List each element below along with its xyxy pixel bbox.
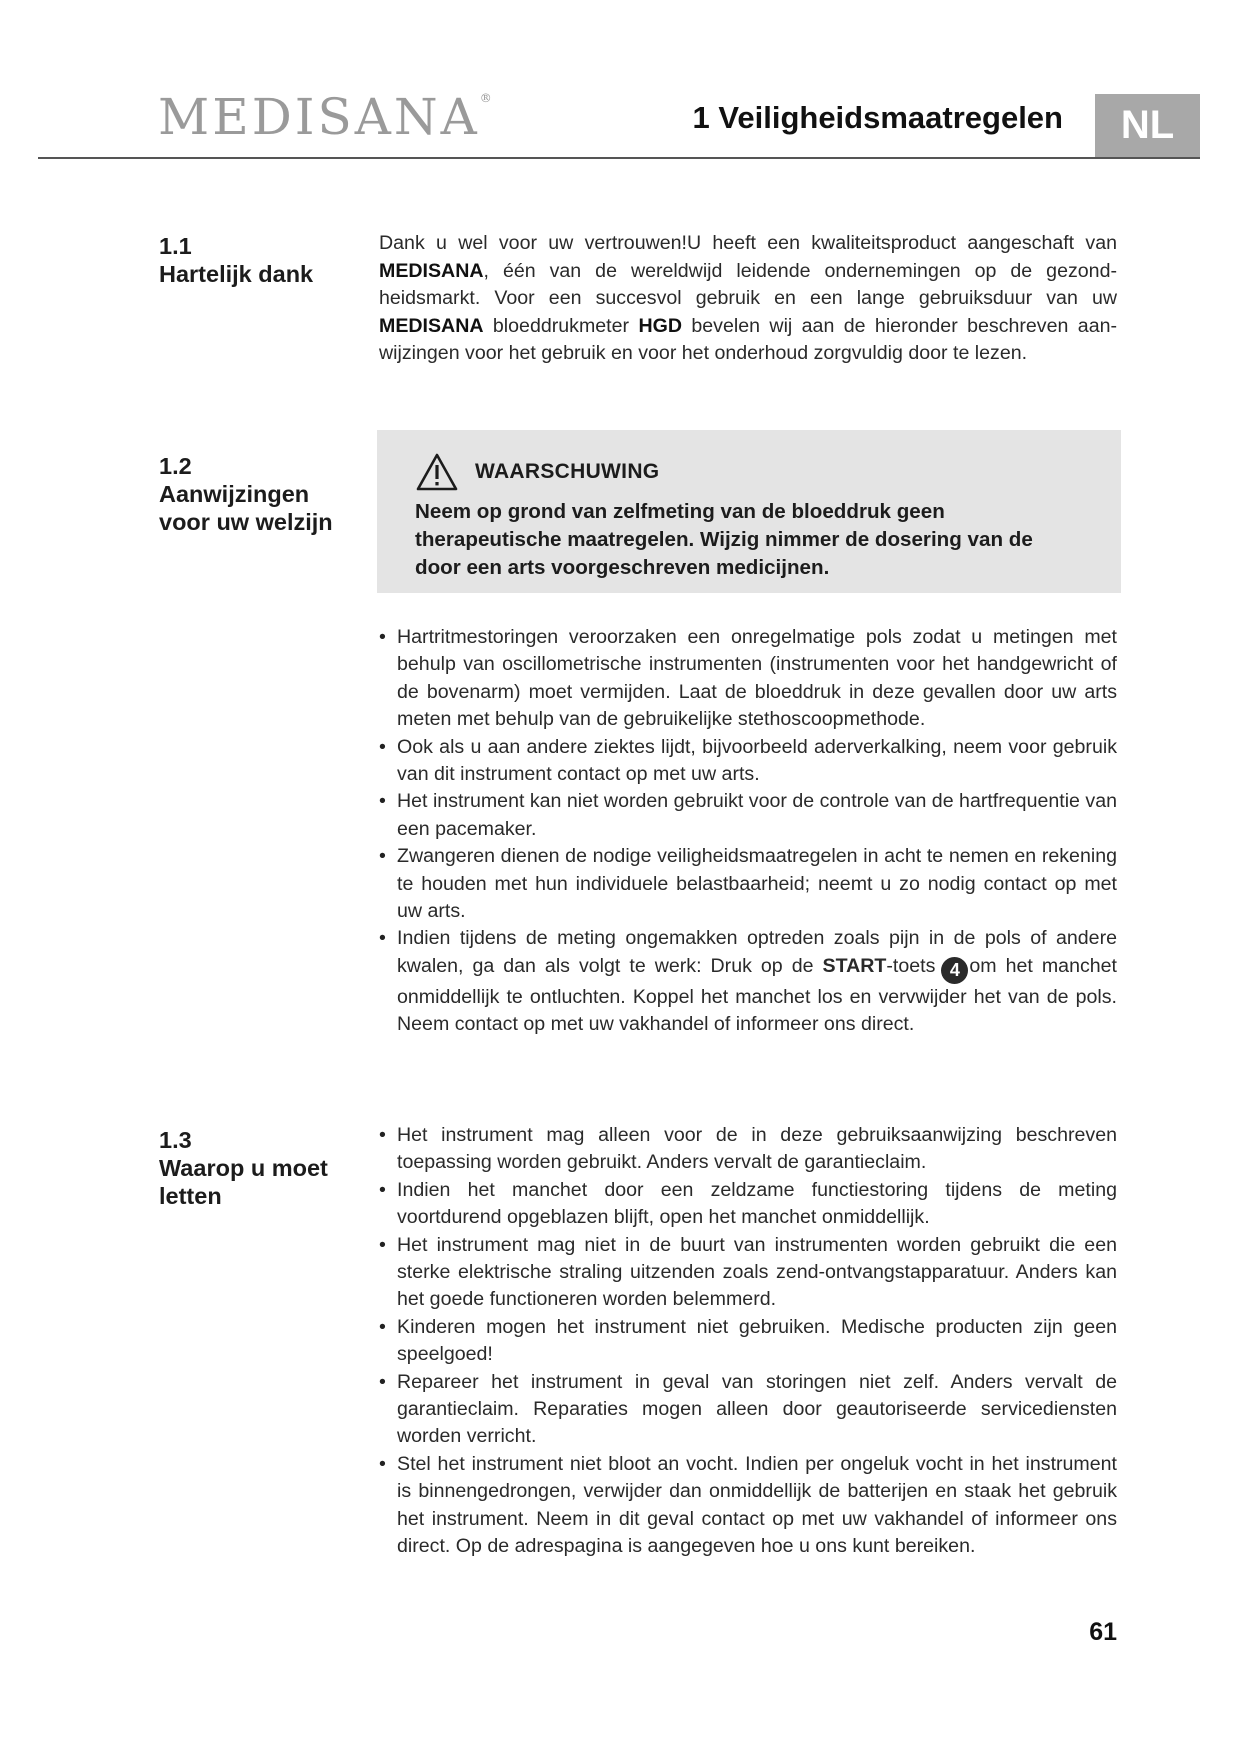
text-run: -toets [886, 954, 936, 977]
language-tab: NL [1095, 94, 1200, 157]
list-item: • Ook als u aan andere ziektes lijdt, bijvoorbeeld aderverkalking, neem voor gebruik van dit instrument contact op met uw arts. [379, 734, 1117, 789]
section-title: Hartelijk dank [159, 261, 314, 287]
chapter-title: 1 Veiligheidsmaatregelen [692, 100, 1063, 135]
brand-mention: MEDISANA [379, 259, 484, 282]
section-number: 1.2 [159, 453, 192, 479]
list-item: • Zwangeren dienen de nodige veiligheidsmaatregelen in acht te nemen en rekening te houden met hun individuele belastbaarheid; neemt u zo nodig contact op met uw arts. [379, 843, 1117, 925]
list-item: • Het instrument mag alleen voor de in deze gebruiksaanwijzing beschreven toepassing worden gebruikt. Anders vervalt de garantieclaim. [379, 1122, 1117, 1177]
text-run: Dank u wel voor uw vertrouwen!U heeft een kwaliteitsproduct aangeschaft van [379, 232, 1117, 254]
brand-registered-mark: ® [479, 91, 492, 105]
text-run: , één van de wereldwijd leidende ondernemingen op de gezondheidsmarkt. Voor een succesvol gebruik en een lange gebruiksduur van uw [379, 259, 1117, 310]
page-number: 61 [1089, 1618, 1117, 1646]
header-divider [38, 157, 1200, 159]
text-run: Indien tijdens de meting ongemakken optreden zoals pijn in de pols of andere kwalen, ga dan als volgt te werk: Druk op de [397, 927, 1117, 977]
section-heading-1-2 [159, 452, 369, 536]
list-item: • Kinderen mogen het instrument niet gebruiken. Medische producten zijn geen speelgoed! [379, 1314, 1117, 1369]
warning-header [415, 452, 1083, 492]
thank-you-paragraph [379, 230, 1117, 368]
section-heading-1-3 [159, 1126, 369, 1210]
text-run: om het manchet onmiddellijk te ontluchten. Koppel het manchet los en vervwijder het van de pols. Neem contact op met uw vakhandel of informeer ons direct. [397, 954, 1118, 1036]
warning-triangle-icon [415, 452, 459, 492]
text-run: bloeddrukmeter [483, 314, 639, 337]
section-title: letten [159, 1183, 222, 1209]
section-title: Waarop u moet [159, 1155, 328, 1181]
list-item: • Hartritmestoringen veroorzaken een onregelmatige pols zodat u metingen met behulp van oscillometrische instrumenten (instrumenten voor het handgewricht of de bovenarm) moet vermijden. Laat de bloeddruk in deze gevallen door uw arts meten met behulp van de gebruikelijke stethoscoopmethode. [379, 624, 1117, 734]
health-notes-list [379, 624, 1117, 1039]
text-run: bevelen wij aan de hieronder beschreven aanwijzingen voor het gebruik en voor het onderhoud zorgvuldig door te lezen. [379, 314, 1118, 365]
warning-title: WAARSCHUWING [475, 460, 660, 483]
list-item: • Het instrument mag niet in de buurt van instrumenten worden gebruikt die een sterke elektrische straling uitzenden zoals zend-ontvangstapparatuur. Anders kan het goede functioneren worden belemmerd. [379, 1232, 1117, 1314]
section-title: voor uw welzijn [159, 509, 333, 535]
section-title: Aanwijzingen [159, 481, 310, 507]
warning-text: Neem op grond van zelfmeting van de bloeddruk geen therapeutische maatregelen. Wijzig nimmer de dosering van de door een arts voorgeschreven medicijnen. [415, 500, 1033, 579]
list-item: • Repareer het instrument in geval van storingen niet zelf. Anders vervalt de garantieclaim. Reparaties mogen alleen door geautoriseerde servicediensten worden verricht. [379, 1369, 1117, 1451]
list-item: • Indien het manchet door een zeldzame functiestoring tijdens de meting voortdurend opgeblazen blijft, open het manchet onmiddellijk. [379, 1177, 1117, 1232]
brand-name: MEDISANA [158, 88, 480, 146]
section-heading-1-1 [159, 232, 369, 288]
section-number: 1.1 [159, 233, 192, 259]
start-key-label: START [822, 954, 887, 977]
precautions-list [379, 1122, 1117, 1561]
list-item: • Stel het instrument niet bloot an vocht. Indien per ongeluk vocht in het instrument is binnengedrongen, verwijder dan onmiddellijk de batterijen en staak het gebruik het instrument. Neem in dit geval contact op met uw vakhandel of informeer ons direct. Op de adrespagina is aangegeven hoe u ons kunt bereiken. [379, 1451, 1117, 1561]
key-number-badge: 4 [941, 957, 968, 984]
section-number: 1.3 [159, 1127, 192, 1153]
model-name: HGD [638, 314, 682, 337]
warning-box [377, 430, 1121, 593]
list-item [379, 925, 1117, 1038]
brand-logo [158, 88, 492, 146]
list-item: • Het instrument kan niet worden gebruikt voor de controle van de hartfrequentie van een pacemaker. [379, 788, 1117, 843]
brand-mention: MEDISANA [379, 314, 484, 337]
